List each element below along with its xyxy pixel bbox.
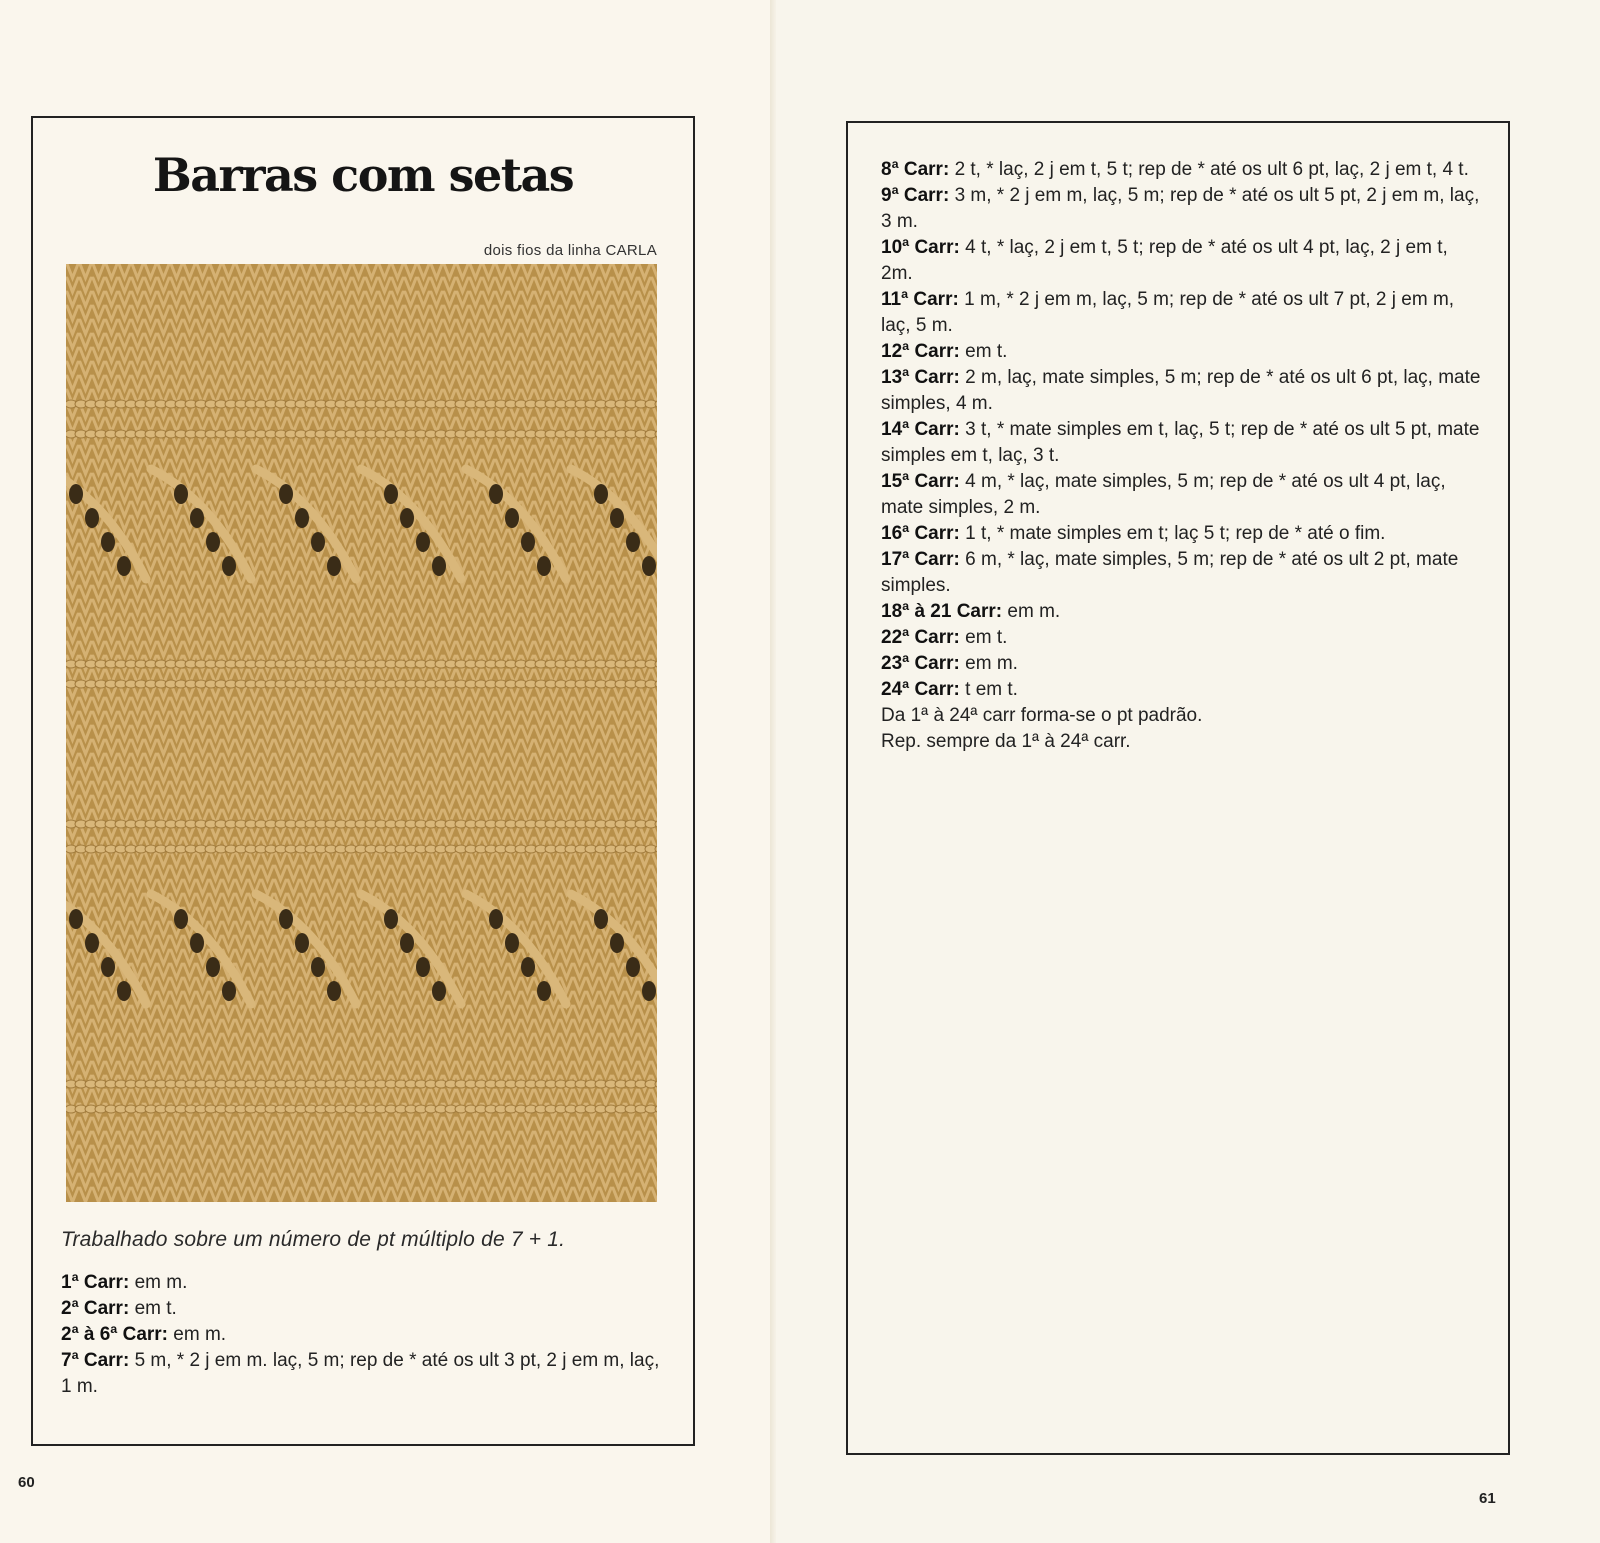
row-text: t em t. <box>965 679 1018 700</box>
row-label: 24ª Carr: <box>881 679 960 700</box>
row-label: 9ª Carr: <box>881 185 950 206</box>
row-label: 8ª Carr: <box>881 159 950 180</box>
knit-swatch-photo <box>66 264 657 1202</box>
row-text: 5 m, * 2 j em m. laç, 5 m; rep de * até os ult 3 pt, 2 j em m, laç, 1 m. <box>61 1350 660 1397</box>
row-label: 23ª Carr: <box>881 653 960 674</box>
pattern-frame-left <box>31 116 695 1446</box>
row-label: 13ª Carr: <box>881 367 960 388</box>
row-instruction <box>61 1270 671 1296</box>
row-instruction <box>881 287 1481 339</box>
row-instruction <box>881 183 1481 235</box>
row-text: em t. <box>134 1298 177 1319</box>
row-label: 17ª Carr: <box>881 549 960 570</box>
yarn-note: dois fios da linha CARLA <box>483 242 657 259</box>
pattern-title: Barras com setas <box>152 148 574 202</box>
row-text: em m. <box>134 1272 188 1293</box>
row-instruction <box>881 365 1481 417</box>
row-label: 11ª Carr: <box>881 289 959 310</box>
row-instructions-right <box>881 157 1481 755</box>
row-text: em m. <box>1007 601 1061 622</box>
row-text: 2 t, * laç, 2 j em t, 5 t; rep de * até os ult 6 pt, laç, 2 j em t, 4 t. <box>954 159 1469 180</box>
row-instruction <box>61 1296 671 1322</box>
row-text: em m. <box>965 653 1018 674</box>
row-instruction <box>881 625 1481 651</box>
row-text: 4 t, * laç, 2 j em t, 5 t; rep de * até os ult 4 pt, laç, 2 j em t, 2m. <box>881 237 1448 284</box>
page-number-left: 60 <box>18 1474 35 1491</box>
pattern-frame-right <box>846 121 1510 1455</box>
row-label: 22ª Carr: <box>881 627 960 648</box>
page-number-right: 61 <box>1479 1490 1496 1507</box>
row-label: 1ª Carr: <box>61 1272 130 1293</box>
row-text: 1 m, * 2 j em m, laç, 5 m; rep de * até os ult 7 pt, 2 j em m, laç, 5 m. <box>881 289 1455 336</box>
pattern-intro: Trabalhado sobre um número de pt múltiplo de 7 + 1. <box>61 1228 566 1251</box>
row-text: 4 m, * laç, mate simples, 5 m; rep de * até os ult 4 pt, laç, mate simples, 2 m. <box>881 471 1446 518</box>
row-text: em t. <box>965 341 1008 362</box>
closing-line-1: Da 1ª à 24ª carr forma-se o pt padrão. <box>881 705 1203 726</box>
row-label: 14ª Carr: <box>881 419 960 440</box>
row-instruction <box>61 1322 671 1348</box>
row-instructions-left <box>61 1270 671 1400</box>
row-instruction <box>881 235 1481 287</box>
row-label: 10ª Carr: <box>881 237 960 258</box>
row-label: 2ª Carr: <box>61 1298 130 1319</box>
row-instruction <box>881 469 1481 521</box>
row-label: 2ª à 6ª Carr: <box>61 1324 169 1345</box>
row-instruction <box>881 677 1481 703</box>
row-label: 16ª Carr: <box>881 523 960 544</box>
closing-line-2: Rep. sempre da 1ª à 24ª carr. <box>881 731 1131 752</box>
row-text: em t. <box>965 627 1008 648</box>
row-text: 1 t, * mate simples em t; laç 5 t; rep de * até o fim. <box>965 523 1386 544</box>
row-instruction <box>881 157 1481 183</box>
row-instruction <box>61 1348 671 1400</box>
row-label: 15ª Carr: <box>881 471 960 492</box>
row-instruction <box>881 521 1481 547</box>
knit-swatch-drawing <box>66 264 657 1202</box>
row-instruction <box>881 339 1481 365</box>
row-instruction <box>881 417 1481 469</box>
row-instruction <box>881 599 1481 625</box>
row-instruction <box>881 547 1481 599</box>
row-label: 7ª Carr: <box>61 1350 130 1371</box>
row-instruction <box>881 651 1481 677</box>
row-text: 6 m, * laç, mate simples, 5 m; rep de * até os ult 2 pt, mate simples. <box>881 549 1459 596</box>
left-page <box>0 0 776 1543</box>
row-label: 12ª Carr: <box>881 341 960 362</box>
row-text: 3 m, * 2 j em m, laç, 5 m; rep de * até os ult 5 pt, 2 j em m, laç, 3 m. <box>881 185 1480 232</box>
row-text: 3 t, * mate simples em t, laç, 5 t; rep de * até os ult 5 pt, mate simples em t, laç, 3 t. <box>881 419 1480 466</box>
row-label: 18ª à 21 Carr: <box>881 601 1003 622</box>
row-text: 2 m, laç, mate simples, 5 m; rep de * até os ult 6 pt, laç, mate simples, 4 m. <box>881 367 1481 414</box>
row-text: em m. <box>173 1324 227 1345</box>
